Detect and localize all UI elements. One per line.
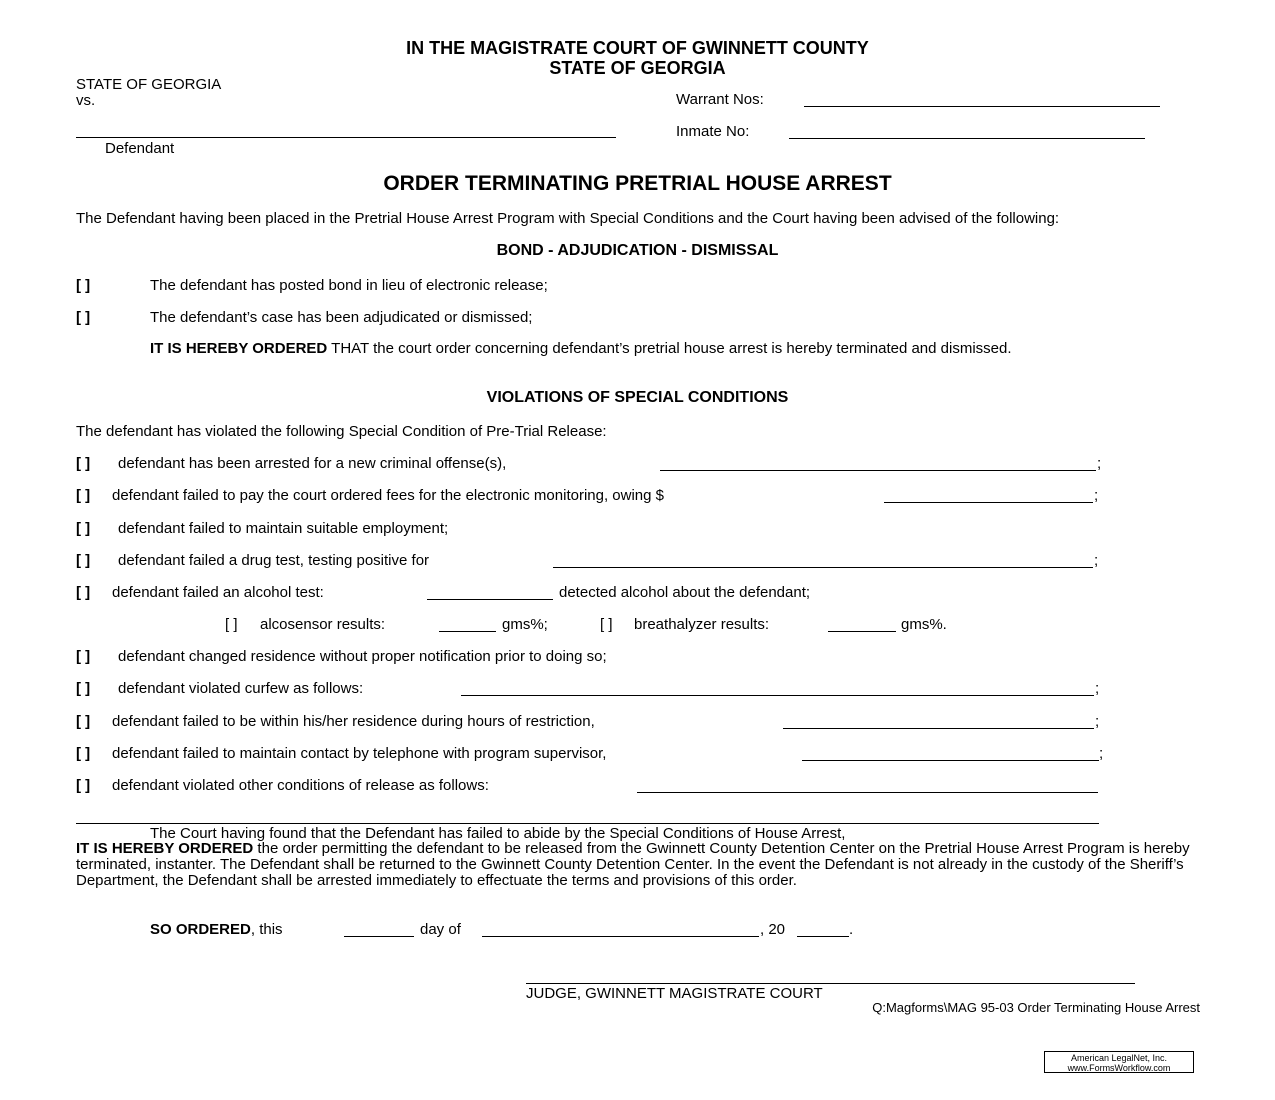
- violation-curfew: defendant violated curfew as follows:: [118, 680, 364, 697]
- restriction-field-line[interactable]: [783, 728, 1094, 729]
- court-heading: IN THE MAGISTRATE COURT OF GWINNETT COUNTY: [406, 38, 869, 58]
- year-prefix: , 20: [760, 921, 786, 938]
- checkbox-adjudicated[interactable]: [ ]: [76, 309, 91, 326]
- section1-heading: BOND - ADJUDICATION - DISMISSAL: [496, 242, 779, 259]
- order-bold: IT IS HEREBY ORDERED: [150, 340, 328, 357]
- semicolon: ;: [1094, 487, 1099, 504]
- checkbox-v4[interactable]: [ ]: [76, 552, 91, 569]
- violation-residence-change: defendant changed residence without proper notification prior to doing so;: [118, 648, 607, 665]
- checkbox-v3[interactable]: [ ]: [76, 520, 91, 537]
- defendant-name-line[interactable]: [76, 137, 616, 138]
- item-adjudicated: The defendant’s case has been adjudicated or dismissed;: [150, 309, 533, 326]
- plaintiff-label: STATE OF GEORGIA: [76, 76, 222, 93]
- other-field-line[interactable]: [637, 792, 1098, 793]
- finding-order-bold: IT IS HEREBY ORDERED: [76, 840, 254, 857]
- warrant-label: Warrant Nos:: [676, 91, 764, 108]
- other-field-line-2[interactable]: [76, 823, 1099, 824]
- warrant-field-line[interactable]: [804, 106, 1160, 107]
- so-ordered-this: , this: [250, 921, 283, 938]
- violation-other: defendant violated other conditions of release as follows:: [112, 777, 489, 794]
- checkbox-v2[interactable]: [ ]: [76, 487, 91, 504]
- checkbox-v8[interactable]: [ ]: [76, 713, 91, 730]
- alcohol-field-line[interactable]: [427, 599, 553, 600]
- judge-signature-line[interactable]: [526, 983, 1135, 984]
- month-field-line[interactable]: [482, 936, 759, 937]
- checkbox-bond[interactable]: [ ]: [76, 277, 91, 294]
- so-ordered-bold: SO ORDERED: [150, 921, 251, 938]
- finding-line1: The Court having found that the Defendant has failed to abide by the Special Conditions of House Arrest,: [150, 825, 846, 842]
- checkbox-v5[interactable]: [ ]: [76, 584, 91, 601]
- semicolon: ;: [1097, 455, 1102, 472]
- violation-fees: defendant failed to pay the court ordered fees for the electronic monitoring, owing $: [112, 487, 665, 504]
- year-field-line[interactable]: [797, 936, 849, 937]
- footer-stamp: [1044, 1051, 1194, 1073]
- alcosensor-unit: gms%;: [502, 616, 548, 633]
- document-title: ORDER TERMINATING PRETRIAL HOUSE ARREST: [383, 172, 892, 195]
- finding-paragraph: [76, 841, 1201, 889]
- offense-field-line[interactable]: [660, 470, 1096, 471]
- semicolon: ;: [1094, 552, 1099, 569]
- checkbox-v10[interactable]: [ ]: [76, 777, 91, 794]
- inmate-label: Inmate No:: [676, 123, 750, 140]
- checkbox-v6[interactable]: [ ]: [76, 648, 91, 665]
- form-id: Q:Magforms\MAG 95-03 Order Terminating House Arrest: [872, 1000, 1200, 1015]
- vs-label: vs.: [76, 92, 96, 109]
- breathalyzer-checkbox[interactable]: [ ]: [600, 616, 613, 633]
- violation-telephone-contact: defendant failed to maintain contact by telephone with program supervisor,: [112, 745, 607, 762]
- alcosensor-label: alcosensor results:: [260, 616, 386, 633]
- order-text: THAT the court order concerning defendant’s pretrial house arrest is hereby terminated and dismissed.: [327, 340, 1012, 357]
- day-of-label: day of: [420, 921, 461, 938]
- intro-paragraph: The Defendant having been placed in the Pretrial House Arrest Program with Special Conditions and the Court having been advised of the following:: [76, 210, 1060, 227]
- violation-restriction-hours: defendant failed to be within his/her residence during hours of restriction,: [112, 713, 595, 730]
- drug-field-line[interactable]: [553, 567, 1093, 568]
- violation-alcohol-test: defendant failed an alcohol test:: [112, 584, 324, 601]
- finding-order-text: the order permitting the defendant to be released from the Gwinnett County Detention Center on the Pretrial House Arrest Program is hereby terminated, instanter. The Defendant shall be returned to the Gwinnett County Detention Center. In the event the Defendant is not already in the custody of the Sheriff’s Department, the Defendant shall be arrested immediately to effectuate the terms and provisions of this order.: [76, 840, 1190, 889]
- item-bond-posted: The defendant has posted bond in lieu of electronic release;: [150, 277, 548, 294]
- alcosensor-field-line[interactable]: [439, 631, 496, 632]
- stamp-line1: American LegalNet, Inc.: [1070, 1053, 1168, 1063]
- violation-employment: defendant failed to maintain suitable employment;: [118, 520, 449, 537]
- state-heading: STATE OF GEORGIA: [549, 58, 726, 78]
- so-ordered-period: .: [849, 921, 854, 938]
- telephone-field-line[interactable]: [802, 760, 1099, 761]
- order-paragraph-1: [76, 341, 1201, 357]
- semicolon: ;: [1099, 745, 1104, 762]
- defendant-label: Defendant: [105, 140, 175, 157]
- checkbox-v7[interactable]: [ ]: [76, 680, 91, 697]
- breathalyzer-unit: gms%.: [901, 616, 947, 633]
- violation-alcohol-detected: detected alcohol about the defendant;: [559, 584, 811, 601]
- stamp-line2: www.FormsWorkflow.com: [1067, 1063, 1171, 1073]
- breathalyzer-label: breathalyzer results:: [634, 616, 770, 633]
- violation-drug-test: defendant failed a drug test, testing positive for: [118, 552, 430, 569]
- violations-intro: The defendant has violated the following Special Condition of Pre-Trial Release:: [76, 423, 607, 440]
- curfew-field-line[interactable]: [461, 695, 1094, 696]
- violation-new-offense: defendant has been arrested for a new criminal offense(s),: [118, 455, 507, 472]
- breathalyzer-field-line[interactable]: [828, 631, 896, 632]
- inmate-field-line[interactable]: [789, 138, 1145, 139]
- section2-heading: VIOLATIONS OF SPECIAL CONDITIONS: [486, 389, 789, 406]
- day-field-line[interactable]: [344, 936, 414, 937]
- checkbox-v1[interactable]: [ ]: [76, 455, 91, 472]
- so-ordered-line: [150, 921, 283, 938]
- semicolon: ;: [1095, 680, 1100, 697]
- checkbox-v9[interactable]: [ ]: [76, 745, 91, 762]
- semicolon: ;: [1095, 713, 1100, 730]
- judge-label: JUDGE, GWINNETT MAGISTRATE COURT: [526, 985, 823, 1002]
- fees-amount-line[interactable]: [884, 502, 1093, 503]
- alcosensor-checkbox[interactable]: [ ]: [225, 616, 238, 633]
